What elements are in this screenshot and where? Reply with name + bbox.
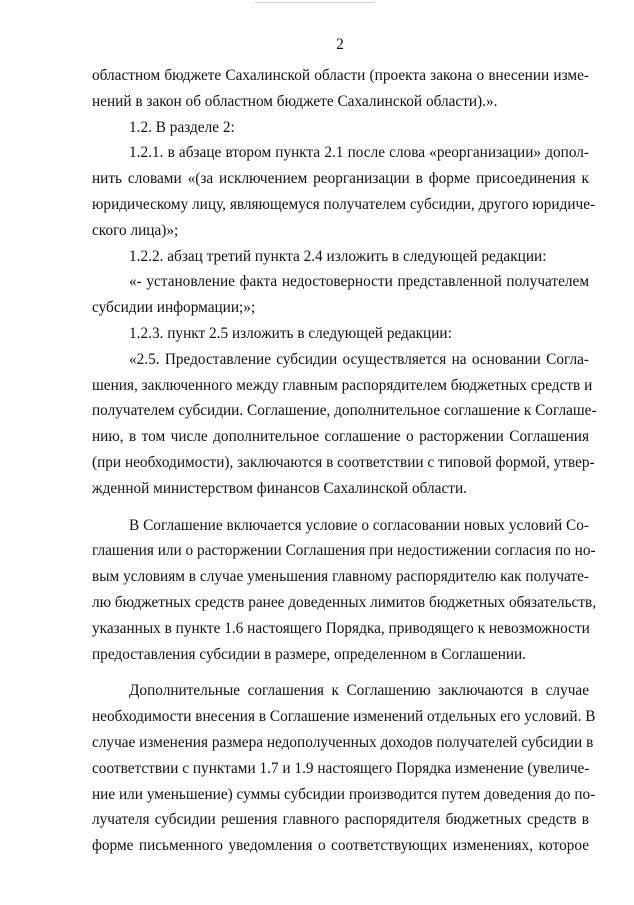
text-line: необходимости внесения в Соглашение изменений отдельных его условий. В — [92, 708, 596, 726]
text-line: нию, в том числе дополнительное соглашение о расторжении Соглашения — [92, 428, 589, 446]
text-line: 1.2. В разделе 2: — [129, 118, 235, 136]
text-line: соответствии с пунктами 1.7 и 1.9 настоящего Порядка изменение (увеличе- — [92, 759, 590, 777]
paragraph-item-1-2-3 — [92, 321, 589, 347]
text-line: «2.5. Предоставление субсидии осуществляется на основании Согла- — [129, 350, 589, 368]
text-line: юридическому лицу, являющемуся получателем субсидии, другого юридиче- — [92, 195, 596, 213]
text-line: (при необходимости), заключаются в соответствии с типовой формой, утвер- — [92, 453, 595, 471]
text-line: 1.2.1. в абзаце втором пункта 2.1 после слова «реорганизации» допол- — [129, 144, 589, 162]
text-line: Дополнительные соглашения к Соглашению заключаются в случае — [129, 682, 589, 700]
page-number: 2 — [336, 36, 344, 53]
text-line: вым условиям в случае уменьшения главному распорядителю как получате- — [92, 568, 589, 586]
text-line: указанных в пункте 1.6 настоящего Порядка, приводящего к невозможности — [92, 619, 590, 637]
paragraph-agreement-condition — [92, 513, 597, 668]
text-line: В Соглашение включается условие о согласовании новых условий Со- — [129, 516, 589, 534]
paragraph-additional-agreements — [92, 678, 596, 859]
text-line: шения, заключенного между главным распорядителем бюджетных средств и — [92, 376, 593, 394]
text-line: ского лица)»; — [92, 221, 179, 239]
top-edge-line — [255, 2, 375, 3]
text-line: глашения или о расторжении Соглашения при недостижении согласия по но- — [92, 542, 596, 560]
paragraph-section-heading — [92, 115, 589, 141]
paragraph-item-1-2-2 — [92, 244, 589, 270]
text-line: нений в закон об областном бюджете Сахалинской области).». — [92, 92, 498, 110]
text-line: лучателя субсидии решения главного распорядителя бюджетных средств в — [92, 811, 589, 829]
text-line: случае изменения размера недополученных доходов получателей субсидии в — [92, 733, 594, 751]
text-line: 1.2.2. абзац третий пункта 2.4 изложить в следующей редакции: — [129, 247, 547, 265]
text-line: нить словами «(за исключением реорганизации в форме присоединения к — [92, 170, 589, 188]
text-line: «- установление факта недостоверности представленной получателем — [129, 273, 589, 291]
paragraph-quote-2-5 — [92, 347, 597, 502]
paragraph-quote-2-4 — [92, 269, 589, 321]
paragraph-item-1-2-1 — [92, 140, 596, 243]
text-line: областном бюджете Сахалинской области (проекта закона о внесении изме- — [92, 67, 589, 84]
text-line: форме письменного уведомления о соответствующих изменениях, которое — [92, 837, 589, 855]
text-line: жденной министерством финансов Сахалинской области. — [92, 479, 467, 497]
text-line: получателем субсидии. Соглашение, дополнительное соглашение к Соглаше- — [92, 402, 597, 420]
text-line: лю бюджетных средств ранее доведенных лимитов бюджетных обязательств, — [92, 593, 597, 611]
text-line: 1.2.3. пункт 2.5 изложить в следующей редакции: — [129, 324, 452, 342]
text-line: предоставления субсидии в размере, определенном в Соглашении. — [92, 645, 527, 663]
text-line: субсидии информации;»; — [92, 299, 256, 317]
paragraph-continuation — [92, 63, 589, 115]
body-text — [92, 63, 597, 859]
text-line: ние или уменьшение) суммы субсидии производится путем доведения до по- — [92, 785, 596, 803]
